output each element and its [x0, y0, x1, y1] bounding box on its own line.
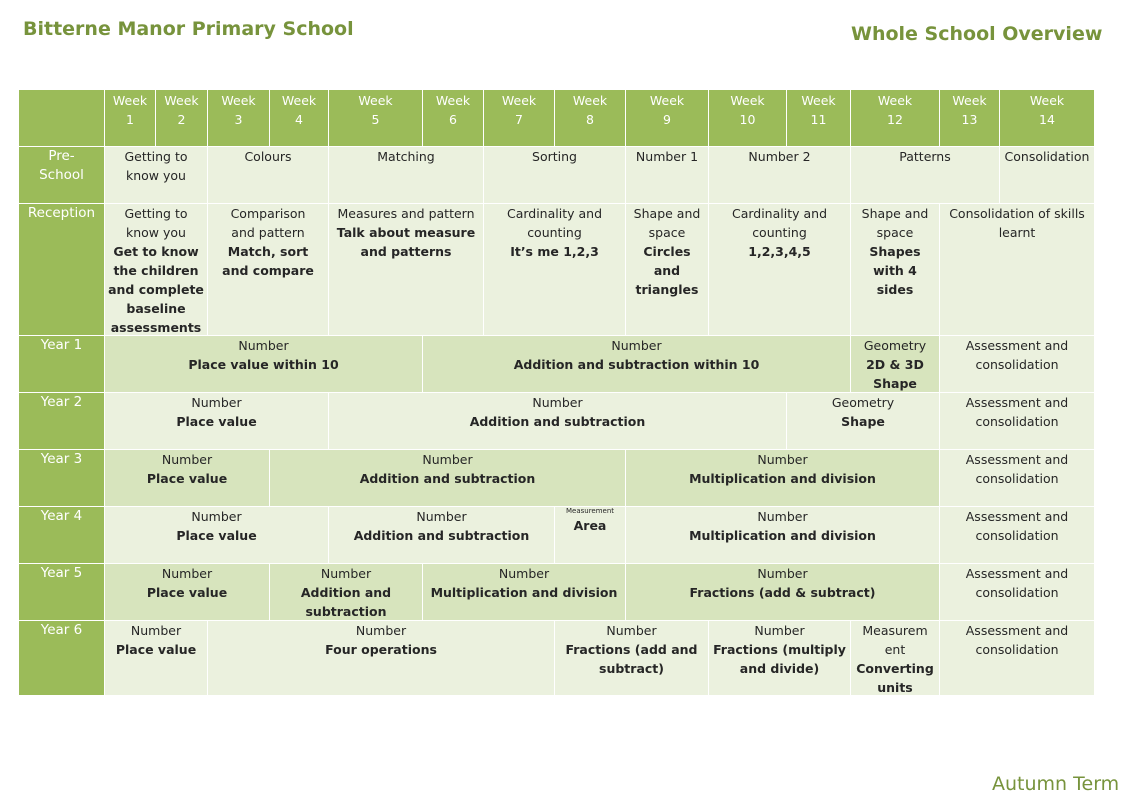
- topic-strand: Measurement: [565, 507, 615, 515]
- topic-focus: Fractions (multiply and divide): [713, 642, 846, 676]
- week-header: [709, 90, 787, 147]
- topic-cell: [626, 204, 709, 336]
- year-group-label: Year 5: [40, 565, 83, 581]
- row-label: [19, 147, 105, 204]
- topic-cell: [940, 507, 1095, 564]
- week-header: [555, 90, 626, 147]
- school-name: Bitterne Manor Primary School: [23, 18, 354, 40]
- topic-cell: [484, 204, 626, 336]
- topic-strand: Number: [191, 509, 242, 524]
- week-label: Week: [435, 93, 471, 108]
- topic-strand: Number: [757, 452, 808, 467]
- topic-cell: [555, 507, 626, 564]
- topic-strand: Consolidation of skills learnt: [949, 206, 1085, 240]
- topic-strand: Assessment and consolidation: [965, 623, 1069, 657]
- row-label: [19, 564, 105, 621]
- topic-strand: Number: [757, 509, 808, 524]
- topic-cell: [940, 450, 1095, 507]
- year-group-label: Year 2: [40, 394, 83, 410]
- week-number: 8: [586, 112, 594, 127]
- week-label: Week: [501, 93, 537, 108]
- topic-cell: [626, 450, 940, 507]
- topic-focus: Talk about measure and patterns: [336, 225, 476, 259]
- year-group-label: Reception: [27, 205, 96, 221]
- week-header: [423, 90, 484, 147]
- topic-cell: [105, 393, 329, 450]
- topic-cell: [105, 147, 208, 204]
- week-number: 10: [739, 112, 756, 127]
- topic-strand: Sorting: [532, 149, 577, 164]
- topic-strand: Number: [498, 566, 550, 581]
- topic-cell: [105, 507, 329, 564]
- topic-cell: [851, 336, 940, 393]
- week-number: 4: [295, 112, 303, 127]
- topic-focus: Fractions (add & subtract): [689, 585, 876, 600]
- week-label: Week: [221, 93, 256, 108]
- week-label: Week: [112, 93, 148, 108]
- topic-strand: Number: [161, 452, 213, 467]
- topic-cell: [423, 564, 626, 621]
- topic-focus: It’s me 1,2,3: [510, 244, 599, 259]
- topic-cell: [105, 450, 270, 507]
- topic-strand: Geometry: [863, 338, 927, 353]
- row-label: [19, 507, 105, 564]
- topic-focus: Shape: [841, 414, 885, 429]
- week-number: 12: [887, 112, 903, 127]
- topic-strand: Number: [757, 566, 808, 581]
- topic-focus: Multiplication and division: [689, 528, 876, 543]
- topic-focus: Four operations: [325, 642, 437, 657]
- topic-focus: Multiplication and division: [430, 585, 618, 600]
- week-number: 9: [663, 112, 671, 127]
- topic-cell: [851, 204, 940, 336]
- topic-cell: [555, 621, 709, 696]
- topic-focus: Get to know the children and complete baseline assessments: [108, 244, 204, 335]
- topic-strand: Geometry: [831, 395, 895, 410]
- topic-cell: [626, 564, 940, 621]
- topic-focus: Circles and triangles: [635, 244, 699, 297]
- topic-cell: [626, 147, 709, 204]
- week-label: Week: [281, 93, 317, 108]
- topic-strand: Shape and space: [633, 206, 701, 240]
- topic-focus: Addition and subtraction: [353, 528, 530, 543]
- week-number: 11: [810, 112, 827, 127]
- year-group-label: Year 1: [40, 337, 83, 353]
- topic-focus: Converting units: [856, 661, 934, 695]
- topic-cell: [105, 621, 208, 696]
- topic-strand: Assessment and consolidation: [965, 566, 1069, 600]
- topic-cell: [940, 621, 1095, 696]
- topic-cell: [329, 393, 787, 450]
- topic-strand: Number: [606, 623, 657, 638]
- week-number: 13: [961, 112, 978, 127]
- topic-focus: Addition and subtraction: [300, 585, 392, 619]
- week-label: Week: [358, 93, 393, 108]
- topic-cell: [423, 336, 851, 393]
- topic-cell: [484, 147, 626, 204]
- topic-focus: Place value: [115, 642, 197, 657]
- topic-strand: Assessment and consolidation: [965, 338, 1069, 372]
- topic-focus: 1,2,3,4,5: [748, 244, 811, 259]
- topic-cell: [851, 621, 940, 696]
- week-label: Week: [649, 93, 685, 108]
- topic-strand: Number: [355, 623, 407, 638]
- topic-strand: Comparison and pattern: [230, 206, 306, 240]
- year-group-label: Year 3: [40, 451, 83, 467]
- topic-strand: Colours: [244, 149, 292, 164]
- week-number: 1: [126, 112, 134, 127]
- topic-strand: Number: [238, 338, 289, 353]
- topic-focus: Shapes with 4 sides: [869, 244, 921, 297]
- topic-focus: Match, sort and compare: [222, 244, 314, 278]
- row-label: [19, 393, 105, 450]
- week-number: 7: [515, 112, 523, 127]
- topic-strand: Getting to know you: [124, 149, 188, 183]
- topic-strand: Number 1: [635, 149, 699, 164]
- year-group-label: Year 4: [40, 508, 83, 524]
- topic-focus: Multiplication and division: [689, 471, 876, 486]
- week-header: [851, 90, 940, 147]
- week-label: Week: [164, 93, 199, 108]
- topic-cell: [270, 450, 626, 507]
- week-label: Week: [877, 93, 913, 108]
- topic-cell: [851, 147, 1000, 204]
- week-header: [105, 90, 156, 147]
- topic-cell: [709, 204, 851, 336]
- header-corner: [19, 90, 105, 147]
- topic-strand: Number: [416, 509, 467, 524]
- topic-cell: [940, 564, 1095, 621]
- topic-focus: Place value: [176, 528, 257, 543]
- week-label: Week: [801, 93, 836, 108]
- term-label: Autumn Term: [992, 773, 1120, 795]
- topic-cell: [105, 204, 208, 336]
- topic-cell: [208, 204, 329, 336]
- year-group-label: Pre- School: [39, 148, 84, 183]
- year-group-label: Year 6: [40, 622, 83, 638]
- topic-strand: Number: [161, 566, 213, 581]
- topic-focus: Place value: [176, 414, 257, 429]
- topic-strand: Shape and space: [861, 206, 929, 240]
- topic-strand: Number: [130, 623, 182, 638]
- topic-strand: Number: [754, 623, 805, 638]
- week-header: [484, 90, 555, 147]
- topic-cell: [940, 393, 1095, 450]
- topic-strand: Measurem ent: [862, 623, 928, 657]
- row-label: [19, 450, 105, 507]
- row-label: [19, 621, 105, 696]
- topic-strand: Consolidation: [1004, 149, 1090, 164]
- topic-strand: Number: [422, 452, 473, 467]
- week-header: [156, 90, 208, 147]
- topic-focus: Addition and subtraction: [469, 414, 646, 429]
- topic-cell: [709, 621, 851, 696]
- topic-strand: Assessment and consolidation: [965, 509, 1069, 543]
- topic-focus: 2D & 3D Shape: [866, 357, 924, 391]
- week-header: [329, 90, 423, 147]
- week-number: 6: [449, 112, 457, 127]
- row-label: [19, 204, 105, 336]
- topic-strand: Getting to know you: [124, 206, 188, 240]
- week-number: 3: [234, 112, 243, 127]
- topic-strand: Assessment and consolidation: [965, 395, 1069, 429]
- topic-strand: Assessment and consolidation: [965, 452, 1069, 486]
- week-header: [940, 90, 1000, 147]
- topic-focus: Addition and subtraction: [359, 471, 536, 486]
- topic-focus: Place value: [146, 471, 228, 486]
- topic-focus: Area: [573, 518, 607, 533]
- topic-cell: [626, 507, 940, 564]
- topic-cell: [940, 336, 1095, 393]
- topic-cell: [208, 621, 555, 696]
- topic-cell: [105, 336, 423, 393]
- topic-focus: Place value within 10: [188, 357, 339, 372]
- week-header: [208, 90, 270, 147]
- week-label: Week: [952, 93, 987, 108]
- topic-strand: Cardinality and counting: [731, 206, 828, 240]
- topic-strand: Number: [191, 395, 242, 410]
- topic-cell: [329, 204, 484, 336]
- week-header: [787, 90, 851, 147]
- week-number: 2: [177, 112, 186, 127]
- topic-focus: Place value: [146, 585, 228, 600]
- row-label: [19, 336, 105, 393]
- topic-strand: Number 2: [748, 149, 811, 164]
- topic-cell: [105, 564, 270, 621]
- topic-cell: [940, 204, 1095, 336]
- topic-strand: Matching: [377, 149, 435, 164]
- week-label: Week: [1029, 93, 1065, 108]
- topic-cell: [329, 147, 484, 204]
- week-header: [270, 90, 329, 147]
- week-number: 14: [1039, 112, 1055, 127]
- topic-cell: [329, 507, 555, 564]
- week-number: 5: [371, 112, 380, 127]
- topic-cell: [1000, 147, 1095, 204]
- week-header: [626, 90, 709, 147]
- topic-cell: [208, 147, 329, 204]
- topic-strand: Measures and pattern: [337, 206, 475, 221]
- topic-focus: Fractions (add and subtract): [565, 642, 698, 676]
- topic-strand: Number: [320, 566, 372, 581]
- topic-strand: Number: [611, 338, 662, 353]
- topic-cell: [709, 147, 851, 204]
- topic-focus: Addition and subtraction within 10: [513, 357, 760, 372]
- topic-cell: [270, 564, 423, 621]
- topic-cell: [787, 393, 940, 450]
- topic-strand: Patterns: [899, 149, 951, 164]
- week-header: [1000, 90, 1095, 147]
- week-label: Week: [730, 93, 765, 108]
- document-title: Whole School Overview: [851, 23, 1103, 45]
- week-label: Week: [572, 93, 608, 108]
- topic-strand: Number: [532, 395, 583, 410]
- topic-strand: Cardinality and counting: [506, 206, 603, 240]
